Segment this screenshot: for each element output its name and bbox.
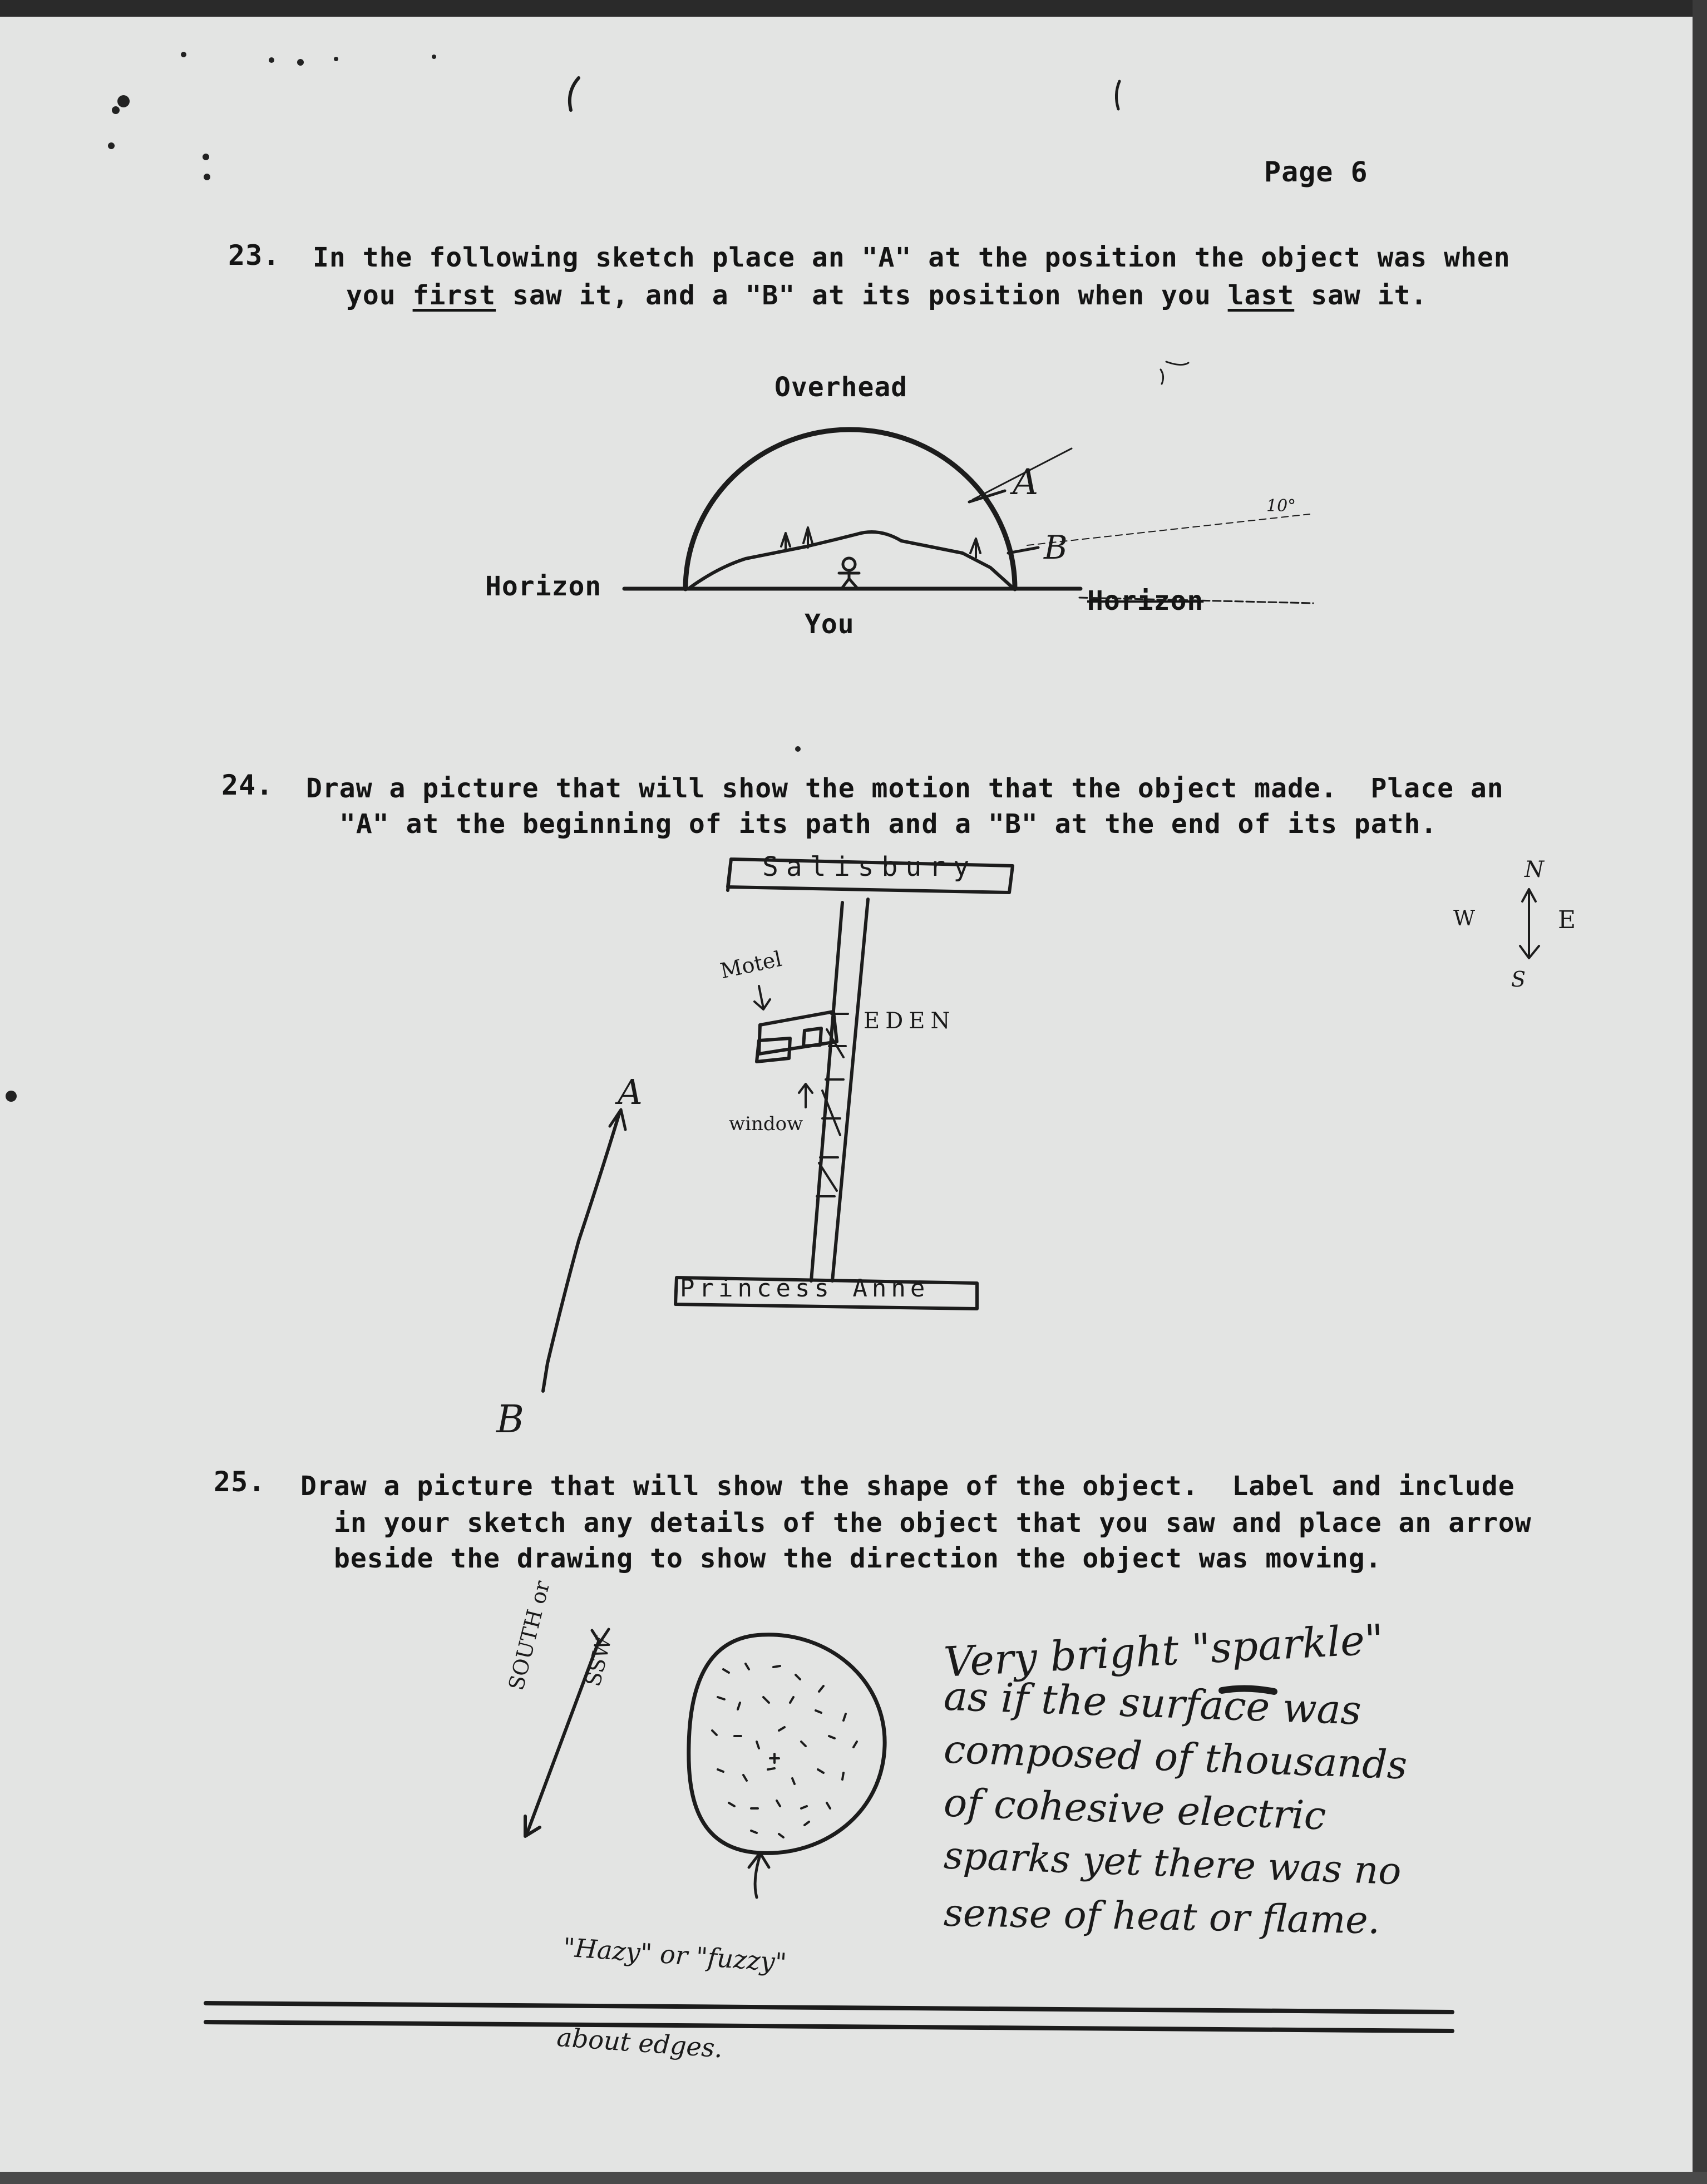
- q24-number: 24.: [221, 769, 274, 801]
- q23-mark-b: B: [1044, 529, 1068, 566]
- path-mark-a: A: [618, 1072, 643, 1112]
- q25-number: 25.: [214, 1466, 266, 1498]
- q25-line-2: in your sketch any details of the object that you saw and place an arrow: [334, 1507, 1532, 1539]
- observer-figure: [839, 558, 859, 588]
- bottom-rule-1: [206, 2003, 1452, 2012]
- sky-dome-arc: [685, 430, 1015, 589]
- q23-line-1: In the following sketch place an "A" at the position the object was when: [313, 242, 1511, 273]
- q23-line-2-c: saw it.: [1294, 280, 1428, 311]
- you-label: You: [805, 609, 855, 640]
- compass-n: N: [1525, 857, 1544, 883]
- description-line-6: sense of heat or flame.: [943, 1891, 1380, 1943]
- sighting-line-a: [973, 448, 1072, 500]
- sign-salisbury-frame: [728, 859, 1013, 893]
- q23-mark-a: A: [1013, 462, 1039, 503]
- description-line-5: sparks yet there was no: [943, 1833, 1402, 1894]
- pencil-mark-top: [1161, 362, 1188, 384]
- compass-e: E: [1558, 906, 1576, 934]
- eden-label: EDEN: [864, 1008, 956, 1034]
- q23-line-2-b: saw it, and a "B" at its position when you: [496, 280, 1228, 311]
- path-mark-b: B: [496, 1398, 524, 1442]
- description-line-3: composed of thousands: [943, 1726, 1408, 1788]
- sighting-line-10deg: [1027, 514, 1310, 545]
- q25-line-3: beside the drawing to show the direction the object was moving.: [334, 1543, 1382, 1574]
- edge-note-line-2: about edges.: [555, 2022, 724, 2064]
- scan-bracket-right: [1116, 81, 1119, 109]
- direction-label-line-2: SSW: [580, 1634, 616, 1689]
- horizon-left-label: Horizon: [485, 571, 602, 602]
- q23-first-underlined: first: [412, 280, 496, 311]
- q24-line-1: Draw a picture that will show the motion that the object made. Place an: [306, 773, 1504, 804]
- q23-last-underlined: last: [1227, 280, 1295, 311]
- scan-bracket-left: [570, 78, 579, 110]
- q24-line-2: "A" at the beginning of its path and a "B" at the end of its path.: [339, 808, 1438, 840]
- window-pointer-arrow: [799, 1084, 812, 1107]
- edge-pointer-arrow: [749, 1853, 769, 1897]
- window-label: window: [729, 1113, 803, 1135]
- object-shape-sketch: [525, 1629, 1274, 1897]
- page-number: Page 6: [1264, 156, 1368, 188]
- description-line-2: as if the surface was: [943, 1672, 1363, 1734]
- sign-salisbury: Salisbury: [762, 851, 978, 883]
- q23-angle-note: 10°: [1266, 496, 1296, 516]
- description-line-4: of cohesive electric: [943, 1779, 1327, 1839]
- tick-b: [1008, 548, 1038, 553]
- q23-number: 23.: [228, 239, 280, 272]
- travel-direction-arrow: [525, 1641, 599, 1836]
- road-map-sketch: [543, 859, 1539, 1391]
- flight-path-line: [543, 1112, 620, 1391]
- compass-w: W: [1453, 906, 1476, 930]
- motel-building: [757, 1012, 837, 1062]
- object-sparkles: [712, 1664, 857, 1837]
- q25-line-1: Draw a picture that will show the shape of the object. Label and include: [300, 1471, 1515, 1502]
- q23-line-2-a: you: [346, 280, 413, 311]
- horizon-right-label: Horizon: [1087, 585, 1204, 617]
- compass-s: S: [1511, 967, 1526, 992]
- bottom-rule-2: [206, 2022, 1452, 2031]
- edge-note-line-1: "Hazy" or "fuzzy": [562, 1932, 788, 1978]
- sky-dome-diagram: [624, 362, 1313, 603]
- direction-label-line-1: SOUTH or: [504, 1578, 555, 1693]
- tree-mark-2: [970, 539, 980, 558]
- overhead-label: Overhead: [774, 372, 908, 403]
- motel-pointer-arrow: [754, 986, 770, 1009]
- travel-direction-tail: [592, 1629, 609, 1643]
- sign-princess-anne-frame: [675, 1278, 977, 1309]
- sign-princess-anne: Princess Anne: [680, 1274, 930, 1303]
- description-line-1: Very bright "sparkle": [943, 1615, 1385, 1687]
- motel-label: Motel: [718, 946, 785, 984]
- description-strikeout: [1222, 1688, 1274, 1692]
- compass-rose: [1520, 889, 1539, 958]
- horizon-extension: [1079, 598, 1313, 603]
- scan-specks: [6, 52, 801, 1102]
